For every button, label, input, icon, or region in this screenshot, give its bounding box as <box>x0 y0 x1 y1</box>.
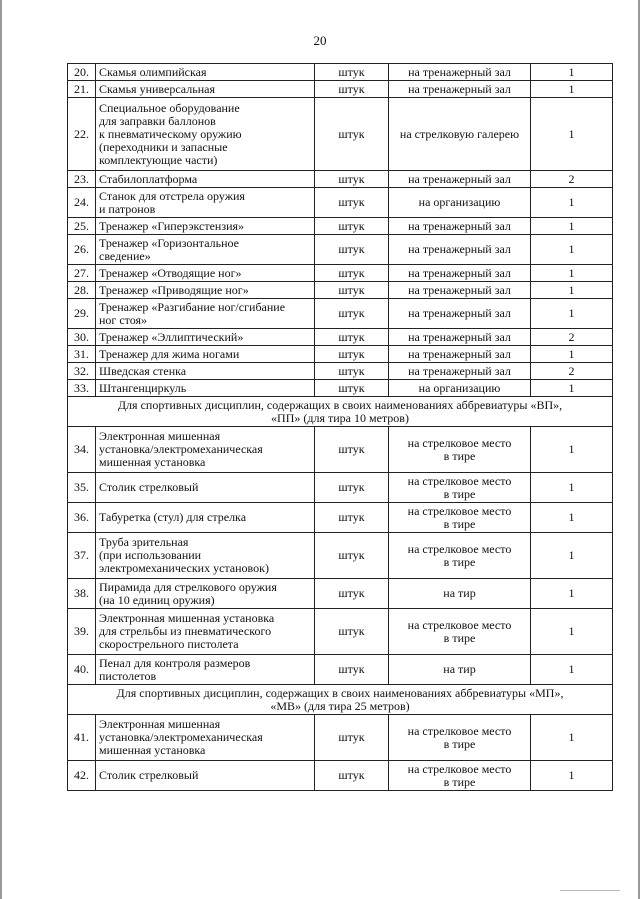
destination-cell: на стрелковую галерею <box>389 98 531 171</box>
table-row <box>68 171 613 188</box>
item-name: Тренажер «Приводящие ног» <box>96 282 315 299</box>
quantity-cell: 1 <box>531 188 613 218</box>
unit-cell: штук <box>315 171 389 188</box>
row-number: 41. <box>68 715 96 761</box>
item-name: Пенал для контроля размеров пистолетов <box>96 655 315 685</box>
row-number: 39. <box>68 609 96 655</box>
destination-cell: на тренажерный зал <box>389 171 531 188</box>
unit-cell: штук <box>315 503 389 533</box>
unit-cell: штук <box>315 346 389 363</box>
table-row <box>68 503 613 533</box>
quantity-cell: 1 <box>531 579 613 609</box>
destination-cell: на тренажерный зал <box>389 64 531 81</box>
equipment-table-body <box>68 64 613 791</box>
item-name: Тренажер «Разгибание ног/сгибание ног стоя» <box>96 299 315 329</box>
row-number: 20. <box>68 64 96 81</box>
row-number: 42. <box>68 761 96 791</box>
destination-cell: на тренажерный зал <box>389 329 531 346</box>
quantity-cell: 1 <box>531 299 613 329</box>
unit-cell: штук <box>315 380 389 397</box>
page-number: 20 <box>313 33 327 48</box>
item-name: Тренажер «Горизонтальное сведение» <box>96 235 315 265</box>
destination-cell: на тренажерный зал <box>389 265 531 282</box>
table-row <box>68 265 613 282</box>
table-row <box>68 473 613 503</box>
quantity-cell: 1 <box>531 533 613 579</box>
item-name: Специальное оборудование для заправки баллонов к пневматическому оружию (переходники и запасные комплектующие части) <box>96 98 315 171</box>
row-number: 26. <box>68 235 96 265</box>
row-number: 35. <box>68 473 96 503</box>
destination-cell: на стрелковое место в тире <box>389 503 531 533</box>
unit-cell: штук <box>315 363 389 380</box>
item-name: Пирамида для стрелкового оружия (на 10 единиц оружия) <box>96 579 315 609</box>
row-number: 22. <box>68 98 96 171</box>
table-row <box>68 346 613 363</box>
quantity-cell: 1 <box>531 715 613 761</box>
destination-cell: на тренажерный зал <box>389 81 531 98</box>
quantity-cell: 1 <box>531 218 613 235</box>
destination-cell: на тренажерный зал <box>389 299 531 329</box>
destination-cell: на стрелковое место в тире <box>389 473 531 503</box>
item-name: Электронная мишенная установка для стрельбы из пневматического скорострельного пистолета <box>96 609 315 655</box>
table-row <box>68 81 613 98</box>
quantity-cell: 1 <box>531 282 613 299</box>
destination-cell: на тренажерный зал <box>389 346 531 363</box>
unit-cell: штук <box>315 265 389 282</box>
destination-cell: на тренажерный зал <box>389 218 531 235</box>
row-number: 31. <box>68 346 96 363</box>
quantity-cell: 2 <box>531 329 613 346</box>
unit-cell: штук <box>315 299 389 329</box>
unit-cell: штук <box>315 64 389 81</box>
row-number: 28. <box>68 282 96 299</box>
row-number: 32. <box>68 363 96 380</box>
unit-cell: штук <box>315 427 389 473</box>
table-row <box>68 235 613 265</box>
destination-cell: на стрелковое место в тире <box>389 609 531 655</box>
unit-cell: штук <box>315 98 389 171</box>
item-name: Столик стрелковый <box>96 761 315 791</box>
quantity-cell: 1 <box>531 761 613 791</box>
row-number: 29. <box>68 299 96 329</box>
quantity-cell: 1 <box>531 265 613 282</box>
destination-cell: на организацию <box>389 188 531 218</box>
table-row <box>68 363 613 380</box>
unit-cell: штук <box>315 235 389 265</box>
unit-cell: штук <box>315 282 389 299</box>
row-number: 27. <box>68 265 96 282</box>
unit-cell: штук <box>315 715 389 761</box>
item-name: Тренажер «Гиперэкстензия» <box>96 218 315 235</box>
item-name: Электронная мишенная установка/электромеханическая мишенная установка <box>96 427 315 473</box>
unit-cell: штук <box>315 761 389 791</box>
destination-cell: на стрелковое место в тире <box>389 761 531 791</box>
row-number: 21. <box>68 81 96 98</box>
item-name: Табуретка (стул) для стрелка <box>96 503 315 533</box>
item-name: Труба зрительная (при использовании электромеханических установок) <box>96 533 315 579</box>
quantity-cell: 1 <box>531 98 613 171</box>
item-name: Тренажер «Отводящие ног» <box>96 265 315 282</box>
quantity-cell: 1 <box>531 64 613 81</box>
quantity-cell: 1 <box>531 427 613 473</box>
row-number: 34. <box>68 427 96 473</box>
section-header-row <box>68 685 613 715</box>
equipment-table <box>67 63 613 791</box>
quantity-cell: 1 <box>531 655 613 685</box>
destination-cell: на тренажерный зал <box>389 282 531 299</box>
table-row <box>68 64 613 81</box>
table-row <box>68 609 613 655</box>
destination-cell: на тир <box>389 655 531 685</box>
table-row <box>68 533 613 579</box>
destination-cell: на тренажерный зал <box>389 363 531 380</box>
quantity-cell: 1 <box>531 346 613 363</box>
destination-cell: на стрелковое место в тире <box>389 533 531 579</box>
table-row <box>68 299 613 329</box>
table-row <box>68 98 613 171</box>
item-name: Станок для отстрела оружия и патронов <box>96 188 315 218</box>
table-row <box>68 655 613 685</box>
item-name: Стабилоплатформа <box>96 171 315 188</box>
item-name: Столик стрелковый <box>96 473 315 503</box>
row-number: 36. <box>68 503 96 533</box>
unit-cell: штук <box>315 329 389 346</box>
row-number: 25. <box>68 218 96 235</box>
table-row <box>68 761 613 791</box>
row-number: 24. <box>68 188 96 218</box>
row-number: 40. <box>68 655 96 685</box>
section-header: Для спортивных дисциплин, содержащих в своих наименованиях аббревиатуры «МП», «МВ» (для тира 25 метров) <box>68 685 613 715</box>
section-header-row <box>68 397 613 427</box>
destination-cell: на тренажерный зал <box>389 235 531 265</box>
unit-cell: штук <box>315 609 389 655</box>
item-name: Штангенциркуль <box>96 380 315 397</box>
unit-cell: штук <box>315 218 389 235</box>
section-header: Для спортивных дисциплин, содержащих в своих наименованиях аббревиатуры «ВП», «ПП» (для тира 10 метров) <box>68 397 613 427</box>
item-name: Электронная мишенная установка/электромеханическая мишенная установка <box>96 715 315 761</box>
table-row <box>68 218 613 235</box>
unit-cell: штук <box>315 188 389 218</box>
destination-cell: на организацию <box>389 380 531 397</box>
table-row <box>68 579 613 609</box>
scan-artifact <box>560 890 620 891</box>
destination-cell: на тир <box>389 579 531 609</box>
row-number: 33. <box>68 380 96 397</box>
table-row <box>68 188 613 218</box>
quantity-cell: 2 <box>531 363 613 380</box>
scan-edge-left <box>0 0 2 899</box>
item-name: Скамья универсальная <box>96 81 315 98</box>
destination-cell: на стрелковое место в тире <box>389 427 531 473</box>
quantity-cell: 1 <box>531 81 613 98</box>
quantity-cell: 2 <box>531 171 613 188</box>
table-row <box>68 380 613 397</box>
row-number: 38. <box>68 579 96 609</box>
quantity-cell: 1 <box>531 609 613 655</box>
destination-cell: на стрелковое место в тире <box>389 715 531 761</box>
unit-cell: штук <box>315 579 389 609</box>
row-number: 23. <box>68 171 96 188</box>
unit-cell: штук <box>315 533 389 579</box>
unit-cell: штук <box>315 81 389 98</box>
table-row <box>68 282 613 299</box>
quantity-cell: 1 <box>531 473 613 503</box>
item-name: Тренажер «Эллиптический» <box>96 329 315 346</box>
table-row <box>68 329 613 346</box>
unit-cell: штук <box>315 655 389 685</box>
unit-cell: штук <box>315 473 389 503</box>
row-number: 30. <box>68 329 96 346</box>
item-name: Шведская стенка <box>96 363 315 380</box>
row-number: 37. <box>68 533 96 579</box>
quantity-cell: 1 <box>531 235 613 265</box>
item-name: Скамья олимпийская <box>96 64 315 81</box>
quantity-cell: 1 <box>531 380 613 397</box>
table-row <box>68 715 613 761</box>
table-row <box>68 427 613 473</box>
item-name: Тренажер для жима ногами <box>96 346 315 363</box>
quantity-cell: 1 <box>531 503 613 533</box>
